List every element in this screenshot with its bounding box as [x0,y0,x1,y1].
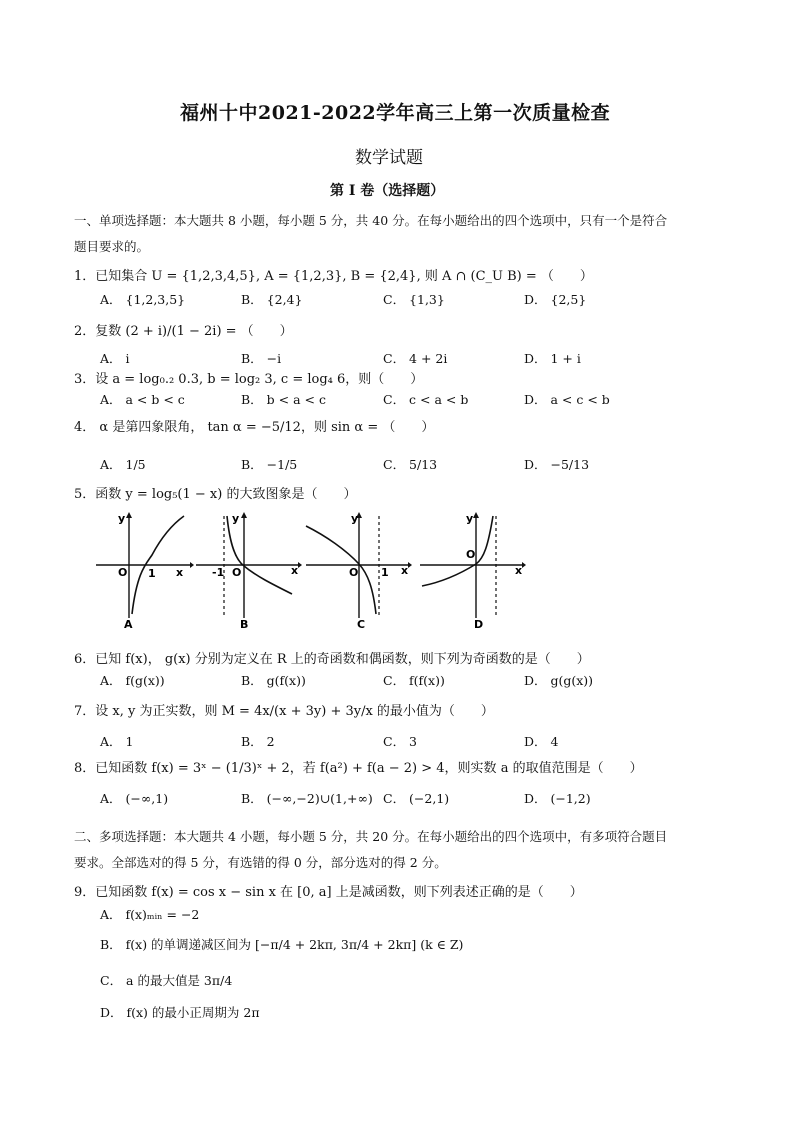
question-8-option-b: B． (−∞,−2)∪(1,+∞) [241,791,373,806]
question-9-option-a: A． f(x)ₘᵢₙ = −2 [100,907,200,922]
graph-b-x-label: x [291,564,299,577]
graph-option-c [304,510,414,630]
graph-c-x-arrow [408,562,412,568]
question-4-option-d: D． −5/13 [524,457,590,472]
graph-c-letter: C [357,618,366,630]
question-5-stem: 5．函数 y = log₅(1 − x) 的大致图象是（ ） [74,487,357,502]
question-6-option-b: B． g(f(x)) [241,673,306,688]
graph-c-origin-label: O [349,566,359,579]
question-4-option-a: A． 1/5 [100,457,146,472]
question-7-option-c: C． 3 [383,734,417,749]
graph-option-d [418,510,528,630]
question-3-option-a: A． a < b < c [100,392,185,407]
question-3-option-c: C． c < a < b [383,392,469,407]
graph-option-a [94,510,194,630]
question-6-option-d: D． g(g(x)) [524,673,594,688]
graph-c-curve [306,526,376,614]
question-2-option-d: D． 1 + i [524,351,581,366]
question-6-option-a: A． f(g(x)) [100,673,165,688]
graph-d-x-arrow [522,562,526,568]
question-1-option-a: A． {1,2,3,5} [100,292,186,307]
graph-b-x-arrow [298,562,302,568]
question-8-option-c: C． (−2,1) [383,791,450,806]
question-4-option-c: C． 5/13 [383,457,438,472]
question-9-option-b: B． f(x) 的单调递减区间为 [−π/4 + 2kπ, 3π/4 + 2kπ] (k ∈ Z) [100,937,464,952]
graph-d-origin-label: O [466,548,476,561]
question-8-stem: 8．已知函数 f(x) = 3ˣ − (1/3)ˣ + 2，若 f(a²) + f(a − 2) > 4，则实数 a 的取值范围是（ ） [74,761,643,776]
graph-d-curve [422,516,493,586]
graph-a-letter: A [124,618,133,630]
graph-b-curve [227,516,292,594]
graph-b-y-label: y [232,512,240,525]
question-7-option-d: D． 4 [524,734,559,749]
graph-b-origin-label: O [232,566,242,579]
question-3-option-d: D． a < c < b [524,392,610,407]
question-2-option-a: A． i [100,351,130,366]
question-1-stem: 1．已知集合 U = {1,2,3,4,5}, A = {1,2,3}, B = {2,4}, 则 A ∩ (C_U B) = （ ） [74,269,593,284]
question-2-stem: 2．复数 (2 + i)/(1 − 2i) = （ ） [74,324,293,339]
question-6-option-c: C． f(f(x)) [383,673,445,688]
question-7-option-a: A． 1 [100,734,134,749]
exam-title: 福州十中2021-2022学年高三上第一次质量检查 [180,102,611,124]
section1-instructions-line1: 一、单项选择题：本大题共 8 小题，每小题 5 分，共 40 分。在每小题给出的四个选项中，只有一个是符合 [74,213,668,228]
question-3-stem: 3．设 a = log₀.₂ 0.3, b = log₂ 3, c = log₄ 6，则（ ） [74,372,424,387]
question-9-option-d: D． f(x) 的最小正周期为 2π [100,1005,260,1020]
graph-d-y-label: y [466,512,474,525]
graph-a-y-arrow [126,512,132,518]
graph-c-x-label: x [401,564,409,577]
graph-d-letter: D [474,618,484,630]
question-4-stem: 4． α 是第四象限角， tan α = −5/12，则 sin α = （ ） [74,420,435,435]
graph-b-letter: B [240,618,249,630]
section1-instructions-line2: 题目要求的。 [74,239,150,254]
graph-c-y-label: y [351,512,359,525]
question-6-stem: 6．已知 f(x)， g(x) 分别为定义在 R 上的奇函数和偶函数，则下列为奇函数的是（ ） [74,652,590,667]
question-2-option-c: C． 4 + 2i [383,351,448,366]
volume-heading: 第 I 卷（选择题） [330,183,445,199]
question-3-option-b: B． b < a < c [241,392,326,407]
question-8-option-d: D． (−1,2) [524,791,591,806]
section2-instructions-line1: 二、多项选择题：本大题共 4 小题，每小题 5 分，共 20 分。在每小题给出的四个选项中，有多项符合题目 [74,829,668,844]
graph-a-origin-label: O [118,566,128,579]
question-7-option-b: B． 2 [241,734,275,749]
graph-b-neg-one-label: -1 [212,566,225,579]
graph-option-b [194,510,304,630]
question-2-option-b: B． −i [241,351,282,366]
graph-d-x-label: x [515,564,523,577]
question-1-option-d: D． {2,5} [524,292,587,307]
question-9-stem: 9．已知函数 f(x) = cos x − sin x 在 [0, a] 上是减函数，则下列表述正确的是（ ） [74,885,583,900]
question-7-stem: 7．设 x, y 为正实数，则 M = 4x/(x + 3y) + 3y/x 的最小值为（ ） [74,704,494,719]
graph-b-y-arrow [241,512,247,518]
graph-a-one-label: 1 [148,567,156,580]
question-4-option-b: B． −1/5 [241,457,298,472]
question-9-option-c: C． a 的最大值是 3π/4 [100,973,233,988]
graph-c-one-label: 1 [381,566,389,579]
section2-instructions-line2: 要求。全部选对的得 5 分，有选错的得 0 分，部分选对的得 2 分。 [74,855,447,870]
graph-a-x-label: x [176,566,184,579]
question-1-option-b: B． {2,4} [241,292,303,307]
question-1-option-c: C． {1,3} [383,292,445,307]
graph-d-y-arrow [473,512,479,518]
question-8-option-a: A． (−∞,1) [100,791,169,806]
graph-a-y-label: y [118,512,126,525]
exam-subject: 数学试题 [355,148,423,168]
